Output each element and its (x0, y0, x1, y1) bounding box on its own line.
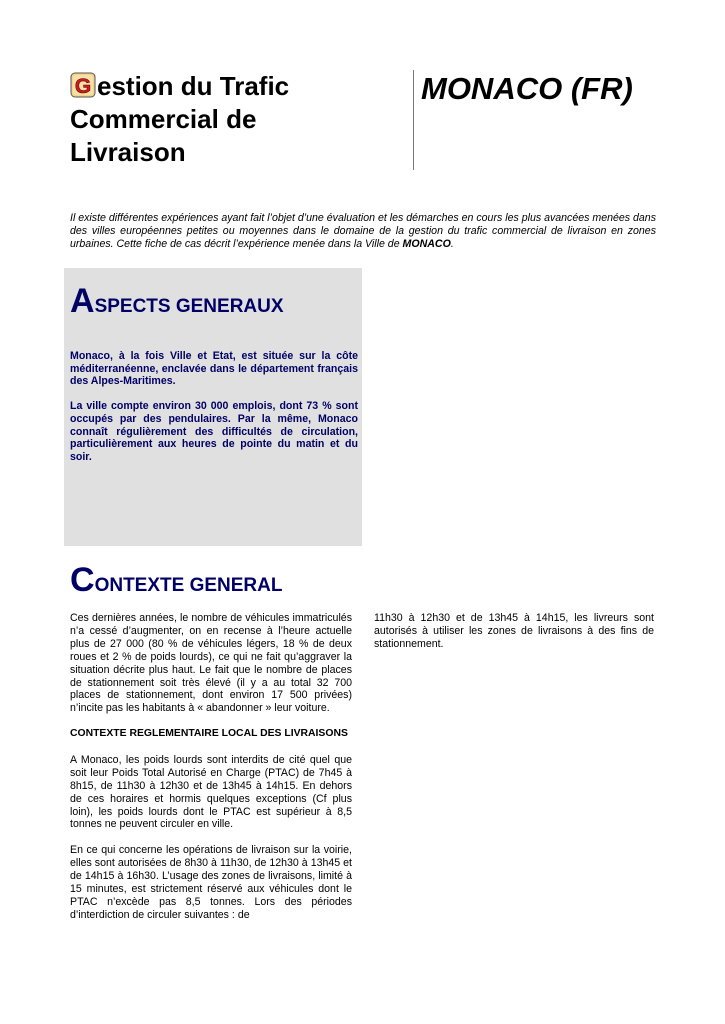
aspects-heading (70, 283, 284, 325)
contexte-right-paragraph: 11h30 à 12h30 et de 13h45 à 14h15, les livreurs sont autorisés à utiliser les zones de livraisons à des fins de stationnement. (374, 612, 654, 650)
title-line-1 (70, 70, 400, 103)
contexte-paragraph-2: A Monaco, les poids lourds sont interdits de cité quel que soit leur Poids Total Autorisé en Charge (PTAC) de 7h45 à 8h15, de 11h30 à 12h30 et de 13h45 à 14h15. En dehors de ces horaires et hormis quelques exceptions (Cf plus loin), les poids lourds dont le PTAC est supérieur à 8,5 tonnes ne peuvent circuler en ville. (70, 753, 352, 831)
aspects-heading-rest: SPECTS GENERAUX (94, 296, 284, 317)
contexte-heading (70, 562, 282, 604)
aspects-heading-cap: A (70, 282, 95, 320)
title-divider (413, 70, 414, 170)
country-title: MONACO (FR) (421, 71, 633, 106)
aspects-text (70, 350, 358, 476)
title-line-1-text: estion du Trafic (97, 71, 290, 101)
aspects-paragraph: La ville compte environ 30 000 emplois, dont 73 % sont occupés par des pendulaires. Par la même, Monaco connaît régulièrement des difficultés de circulation, particulièrement aux heures de pointe du matin et du soir. (70, 400, 358, 463)
intro-city: MONACO (402, 237, 451, 250)
contexte-heading-cap: C (70, 561, 95, 599)
contexte-heading-rest: ONTEXTE GENERAL (94, 575, 283, 596)
contexte-paragraph-1: Ces dernières années, le nombre de véhicules immatriculés n’a cessé d’augmenter, on en recense à l’heure actuelle plus de 27 000 (80 % de véhicules légers, 18 % de deux roues et 2 % de poids lourds), ce qui ne fait qu’aggraver la situation décrite plus haut. Le fait que le nombre de places de stationnement soit très élevé (il y a au total 32 700 places de stationnement, dont environ 17 500 privées) n’incite pas les habitants à « abandonner » leur voiture. (70, 612, 352, 715)
intro-paragraph (70, 212, 656, 250)
letter-g-logo-icon (70, 72, 96, 98)
title-line-2: Commercial de (70, 104, 257, 134)
intro-text: Il existe différentes expériences ayant fait l’objet d’une évaluation et les démarches en cours les plus avancées menées dans des villes européennes petites ou moyennes dans le domaine de la gestion du trafic commercial de livraison en zones urbaines. Cette fiche de cas décrit l’expérience menée dans la Ville de (70, 212, 656, 250)
aspects-paragraph: Monaco, à la fois Ville et Etat, est située sur la côte méditerranéenne, enclavée dans le département français des Alpes-Maritimes. (70, 350, 358, 388)
contexte-right-column (374, 612, 654, 651)
svg-text:G: G (74, 75, 92, 98)
contexte-paragraph-3: En ce qui concerne les opérations de livraison sur la voirie, elles sont autorisées de 8h30 à 11h30, de 12h30 à 13h45 et de 14h15 à 16h30. L’usage des zones de livraisons, limité à 15 minutes, est strictement réservé aux véhicules dont le PTAC n’excède pas 8,5 tonnes. Lors des périodes d’interdiction de circuler suivantes : de (70, 844, 352, 921)
document-title (70, 70, 400, 169)
reglementaire-subheading: CONTEXTE REGLEMENTAIRE LOCAL DES LIVRAISONS (70, 728, 348, 740)
intro-end: . (450, 237, 454, 250)
contexte-left-column (70, 612, 352, 935)
title-line-3: Livraison (70, 137, 186, 167)
